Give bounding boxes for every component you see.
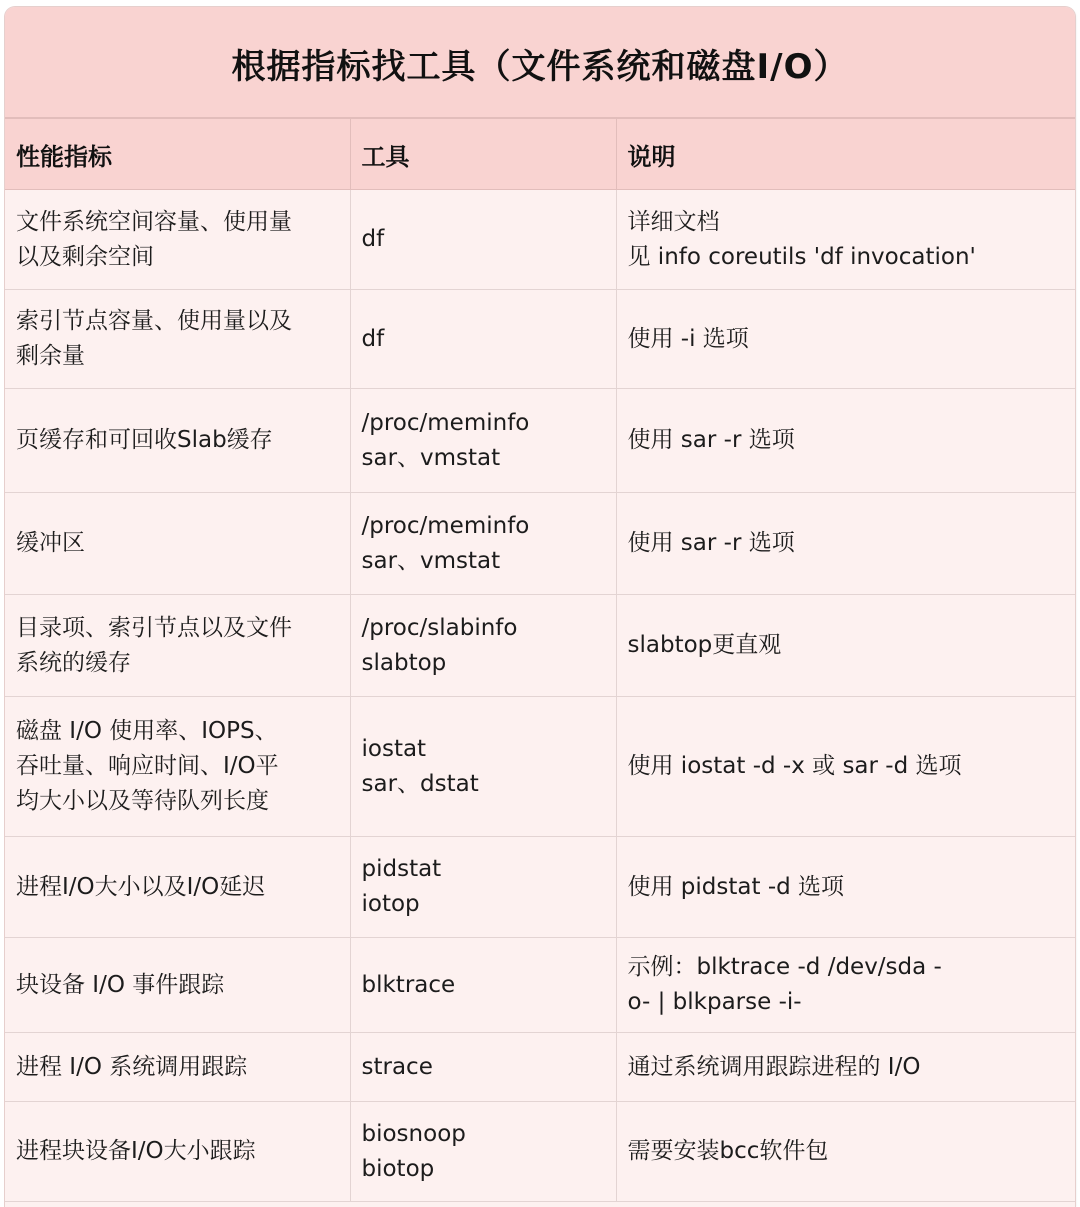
tool-cell [350, 493, 616, 595]
column-header-note: 说明 [616, 119, 1075, 190]
metric-cell [5, 290, 350, 389]
metric-cell-line: 文件系统空间容量、使用量 [16, 208, 292, 235]
metric-cell-line: 缓冲区 [16, 530, 85, 556]
header-row [5, 119, 1075, 190]
note-cell-line: 使用 iostat -d -x 或 sar -d 选项 [627, 753, 962, 779]
note-cell [616, 290, 1075, 389]
table-row [5, 290, 1075, 389]
note-cell [616, 1102, 1075, 1202]
note-cell [616, 837, 1075, 938]
column-header-tool: 工具 [350, 119, 616, 190]
metric-cell [5, 697, 350, 837]
metric-cell-line: 以及剩余空间 [16, 243, 154, 270]
metric-cell [5, 190, 350, 290]
note-cell-line: 使用 pidstat -d 选项 [627, 873, 845, 900]
tool-cell-line: slabtop [361, 649, 447, 676]
note-cell-line: 详细文档 [627, 208, 720, 235]
note-cell-line: 示例：blktrace -d /dev/sda - [627, 954, 942, 980]
metric-cell-line: 块设备 I/O 事件跟踪 [16, 971, 225, 998]
table-row [5, 1033, 1075, 1102]
metric-cell [5, 837, 350, 938]
metric-cell [5, 1102, 350, 1202]
tool-cell-line: biotop [361, 1155, 435, 1182]
tool-cell [350, 938, 616, 1033]
table-row [5, 1102, 1075, 1202]
table-body [5, 190, 1075, 1202]
tool-cell [350, 389, 616, 493]
tool-cell [350, 697, 616, 837]
note-cell-line: 使用 sar -r 选项 [627, 530, 795, 556]
metric-cell-line: 进程I/O大小以及I/O延迟 [16, 873, 266, 900]
tool-cell-line: /proc/meminfo [361, 409, 530, 436]
note-cell [616, 697, 1075, 837]
note-cell [616, 190, 1075, 290]
table-row [5, 389, 1075, 493]
tools-table-card [5, 7, 1075, 1207]
tool-cell-line: sar、vmstat [361, 444, 501, 471]
table-row [5, 837, 1075, 938]
column-header-metric: 性能指标 [5, 119, 350, 190]
tool-cell-line: sar、dstat [361, 770, 479, 797]
metric-cell-line: 索引节点容量、使用量以及 [16, 308, 292, 334]
metric-cell-line: 剩余量 [16, 343, 85, 369]
note-cell-line: 需要安装bcc软件包 [627, 1138, 829, 1164]
tool-cell [350, 1033, 616, 1102]
table-row [5, 190, 1075, 290]
note-cell [616, 595, 1075, 697]
metric-cell-line: 磁盘 I/O 使用率、IOPS、 [16, 718, 278, 744]
metric-cell-line: 进程 I/O 系统调用跟踪 [16, 1053, 248, 1080]
table-row [5, 938, 1075, 1033]
tool-cell [350, 1102, 616, 1202]
tool-cell-line: df [361, 226, 385, 252]
metric-cell [5, 938, 350, 1033]
tool-cell-line: sar、vmstat [361, 547, 501, 574]
metric-cell-line: 吞吐量、响应时间、I/O平 [16, 753, 279, 779]
table-row [5, 493, 1075, 595]
tool-cell-line: strace [361, 1053, 433, 1080]
tool-cell [350, 290, 616, 389]
tool-cell [350, 837, 616, 938]
tool-cell-line: iotop [361, 891, 420, 917]
note-cell-line: 见 info coreutils 'df invocation' [627, 243, 976, 270]
metric-cell-line: 进程块设备I/O大小跟踪 [16, 1138, 256, 1164]
note-cell-line: slabtop更直观 [627, 632, 782, 658]
metric-cell [5, 389, 350, 493]
tool-cell-line: pidstat [361, 856, 442, 882]
tool-cell-line: blktrace [361, 971, 456, 998]
note-cell [616, 493, 1075, 595]
note-cell [616, 1033, 1075, 1102]
tool-cell-line: df [361, 325, 385, 352]
metric-cell-line: 均大小以及等待队列长度 [16, 788, 269, 814]
note-cell-line: o- | blkparse -i- [627, 989, 802, 1015]
tool-cell-line: /proc/slabinfo [361, 614, 518, 641]
note-cell [616, 938, 1075, 1033]
metric-cell-line: 目录项、索引节点以及文件 [16, 614, 292, 641]
metrics-tools-table [5, 118, 1075, 1202]
tool-cell [350, 190, 616, 290]
tool-cell [350, 595, 616, 697]
note-cell-line: 通过系统调用跟踪进程的 I/O [627, 1053, 921, 1080]
note-cell [616, 389, 1075, 493]
table-row [5, 697, 1075, 837]
note-cell-line: 使用 -i 选项 [627, 325, 749, 352]
tool-cell-line: biosnoop [361, 1120, 466, 1147]
title-bar [5, 7, 1075, 118]
metric-cell [5, 493, 350, 595]
metric-cell-line: 系统的缓存 [16, 649, 131, 676]
metric-cell [5, 1033, 350, 1102]
note-cell-line: 使用 sar -r 选项 [627, 427, 795, 453]
metric-cell [5, 595, 350, 697]
metric-cell-line: 页缓存和可回收Slab缓存 [16, 427, 273, 453]
table-row [5, 595, 1075, 697]
tool-cell-line: iostat [361, 735, 427, 762]
table-title: 根据指标找工具（文件系统和磁盘I/O） [231, 47, 849, 87]
tool-cell-line: /proc/meminfo [361, 512, 530, 539]
